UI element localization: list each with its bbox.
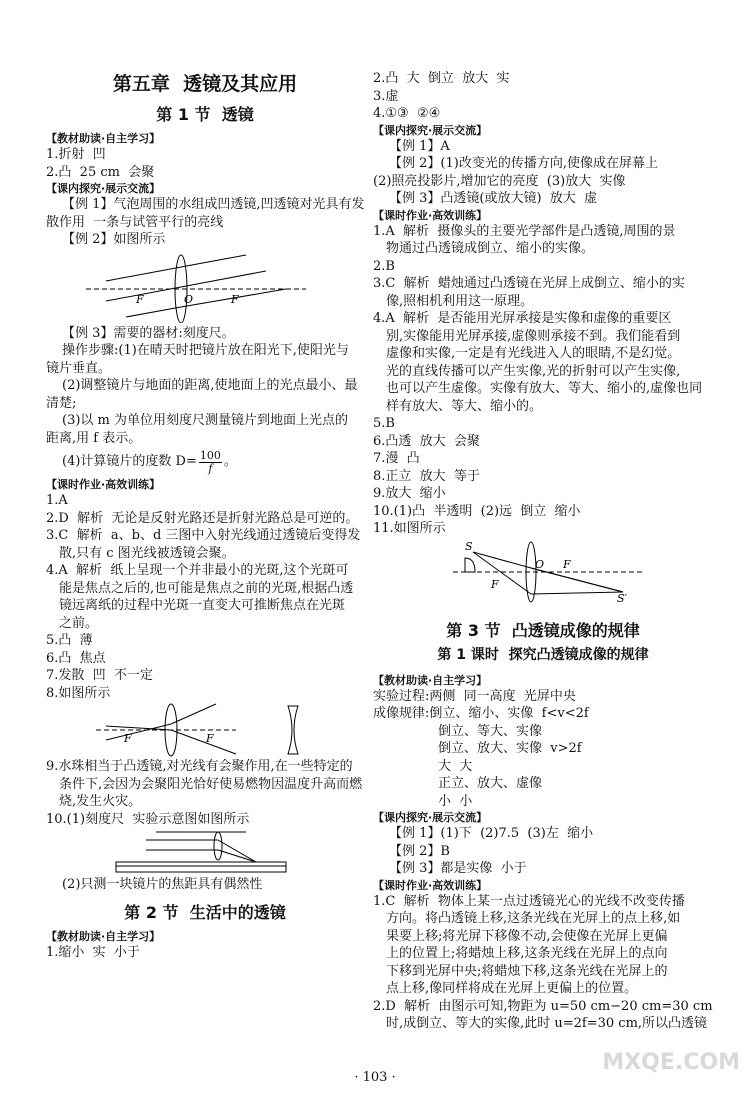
answer-line: 【例 1】气泡周围的水组成凹透镜,凹透镜对光具有发: [62, 197, 365, 212]
heading: 【课内探究·展示交流】: [373, 811, 488, 824]
answer-line: 条件下,会因为会聚阳光恰好使易燃物因温度升高而燃: [59, 776, 363, 792]
answer-line: 烧,发生火灾。: [59, 794, 142, 809]
focus-label: F: [136, 292, 144, 306]
image-label: S′: [617, 591, 628, 605]
formula-line: [46, 447, 364, 477]
answer-line: 6.凸 焦点: [46, 650, 106, 666]
answer-line: 5.B: [373, 416, 395, 431]
answer-line: 虚像和实像,一定是有光线进入人的眼睛,不是幻觉。: [386, 346, 681, 361]
answer-line: 大 大: [438, 758, 473, 774]
focus-label: F: [124, 732, 132, 745]
answer-line: 1.A: [46, 493, 68, 508]
center-label: O: [184, 292, 194, 306]
answer-line: 正立、放大、虚像: [438, 776, 543, 791]
center-label: O: [535, 557, 545, 571]
answer-line: 能是焦点之后的,也可能是焦点之前的光斑,根据凸透: [59, 580, 354, 596]
answer-line: 1.折射 凹: [46, 147, 106, 162]
answer-line: 之前。: [59, 615, 99, 631]
answer-line: 像,照相机利用这一原理。: [386, 293, 534, 309]
answer-line: 2.凸 大 倒立 放大 实: [373, 71, 510, 86]
lens-ray-diagram-8: [66, 702, 366, 758]
heading: 【课时作业·高效训练】: [46, 478, 161, 491]
lens-ray-diagram-1: [66, 251, 366, 323]
answer-line: 10.(1)凸 半透明 (2)远 倒立 缩小: [373, 503, 581, 519]
answer-line: 1.A 解析 摄像头的主要光学部件是凸透镜,周围的景: [373, 223, 676, 239]
chapter-title: 第五章 透镜及其应用: [112, 73, 298, 95]
answer-line: 2.凸 25 cm 会聚: [46, 164, 155, 180]
object-icon: [465, 558, 475, 572]
focus-label: F: [231, 292, 239, 306]
answer-line: 时,成倒立、等大的实像,此时 u=2f=30 cm,所以凸透镜: [386, 1016, 708, 1031]
page-number: · 103 ·: [354, 1070, 396, 1085]
section-3-title: 第 3 节 凸透镜成像的规律: [446, 620, 640, 640]
answer-line: 4.①③ ②④: [373, 106, 441, 121]
answer-line: 9.水珠相当于凸透镜,对光线有会聚作用,在一些特定的: [46, 759, 353, 774]
heading: 【课内探究·展示交流】: [46, 182, 161, 195]
answer-line: 【例 3】凸透镜(或放大镜) 放大 虚: [389, 191, 598, 206]
answer-line: 散,只有 c 图光线被透镜会聚。: [59, 545, 235, 561]
answer-line: 3.C 解析 蜡烛通过凸透镜在光屏上成倒立、缩小的实: [373, 276, 685, 291]
heading: 【课内探究·展示交流】: [373, 123, 488, 137]
answer-line: 果要上移;将光屏下移像不动,会使像在光屏上更偏: [386, 928, 668, 944]
answer-line: 【例 3】需要的器材:刻度尺。: [62, 325, 235, 341]
answer-line: 8.正立 放大 等于: [373, 468, 480, 484]
answer-line: 散作用 一条与试管平行的亮线: [46, 214, 224, 230]
answer-line: 点上移,像同样将成在光屏上更偏上的位置。: [386, 981, 638, 996]
formula-end: 。: [223, 454, 237, 470]
watermark: MXQE.COM: [602, 1050, 740, 1075]
formula-text: (4)计算镜片的度数 D=: [62, 454, 197, 470]
answer-line: 11.如图所示: [373, 521, 446, 536]
answer-line: (2)照亮投影片,增加它的亮度 (3)放大 实像: [373, 173, 626, 189]
answer-line: 10.(1)刻度尺 实验示意图如图所示: [46, 811, 250, 827]
answer-line: 别,实像能用光屏承接,虚像则承接不到。我们能看到: [386, 328, 681, 344]
focus-label: F: [206, 732, 214, 745]
lesson-title: 第 1 课时 探究凸透镜成像的规律: [437, 647, 649, 663]
answer-line: 上的位置上;将蜡烛上移,这条光线在光屏上的点向: [386, 946, 668, 961]
fraction-numerator: 100: [199, 448, 221, 462]
answer-line: 【例 1】A: [389, 138, 450, 154]
fraction: [199, 450, 222, 475]
image-formation-diagram: [373, 538, 703, 606]
answer-line: 【例 2】(1)改变光的传播方向,使像成在屏幕上: [389, 156, 658, 171]
answer-line: (2)只测一块镜片的焦距具有偶然性: [62, 877, 263, 892]
answer-line: (2)调整镜片与地面的距离,使地面上的光点最小、最: [62, 378, 358, 393]
answer-line: 7.发散 凹 不一定: [46, 668, 153, 683]
answer-line: 【例 2】B: [389, 843, 450, 859]
heading: 【教材助读·自主学习】: [46, 132, 161, 145]
heading: 【课时作业·高效训练】: [373, 878, 488, 892]
answer-line: 样有放大、等大、缩小的。: [386, 398, 543, 414]
answer-line: 镜片垂直。: [46, 360, 112, 376]
answer-line: 光的直线传播可以产生实像,光的折射可以产生实像,: [386, 363, 681, 379]
answer-line: 镜远离纸的过程中光斑一直变大可推断焦点在光斑: [59, 598, 346, 613]
section-1-title: 第 1 节 透镜: [156, 104, 254, 124]
answer-line: 【例 2】如图所示: [62, 232, 166, 247]
answer-line: 1.C 解析 物体上某一点过透镜光心的光线不改变传播: [373, 893, 685, 909]
source-label: S: [465, 539, 473, 553]
answer-line: 6.凸透 放大 会聚: [373, 433, 480, 449]
heading: 【教材助读·自主学习】: [373, 673, 488, 687]
answer-line: 物通过凸透镜成倒立、缩小的实像。: [386, 241, 595, 256]
answer-line: 5.凸 薄: [46, 633, 93, 648]
heading: 【课时作业·高效训练】: [373, 208, 488, 222]
fraction-denominator: f: [208, 461, 213, 475]
answer-line: (3)以 m 为单位用刻度尺测量镜片到地面上光点的: [62, 413, 349, 428]
answer-line: 方向。将凸透镜上移,这条光线在光屏上的点上移,如: [386, 911, 681, 926]
right-column: [373, 70, 713, 1033]
answer-line: 4.A 解析 纸上呈现一个并非最小的光斑,这个光斑可: [46, 563, 349, 578]
answer-line: 1.缩小 实 小于: [46, 945, 140, 960]
answer-line: 操作步骤:(1)在晴天时把镜片放在阳光下,使阳光与: [62, 343, 349, 358]
experiment-diagram: [106, 828, 406, 876]
answer-line: 3.C 解析 a、b、d 三图中入射光线通过透镜后变得发: [46, 528, 361, 543]
focus-label: F: [563, 557, 571, 571]
answer-line: 7.漫 凸: [373, 451, 420, 466]
left-column: [46, 60, 364, 962]
answer-line: 2.D 解析 无论是反射光路还是折射光路总是可逆的。: [46, 510, 359, 526]
answer-line: 8.如图所示: [46, 685, 111, 701]
answer-line: 下移到光屏中央;将蜡烛下移,这条光线在光屏上的: [386, 963, 668, 979]
focus-label: F: [491, 577, 499, 591]
answer-line: 2.B: [373, 258, 395, 274]
answer-line: 实验过程:两侧 同一高度 光屏中央: [373, 688, 576, 704]
answer-line: 4.A 解析 是否能用光屏承接是实像和虚像的重要区: [373, 311, 672, 326]
answer-line: 清楚;: [46, 395, 77, 411]
answer-line: 2.D 解析 由图示可知,物距为 u=50 cm−20 cm=30 cm: [373, 998, 713, 1014]
answer-line: 【例 3】都是实像 小于: [389, 861, 527, 876]
answer-line: 3.虚: [373, 88, 399, 104]
answer-line: 也可以产生虚像。实像有放大、等大、缩小的,虚像也同: [386, 381, 703, 396]
answer-line: 【例 1】(1)下 (2)7.5 (3)左 缩小: [389, 826, 594, 841]
concave-lens-icon: [288, 706, 298, 754]
answer-line: 成像规律:倒立、缩小、实像 f<v<2f: [373, 706, 589, 721]
answer-line: 小 小: [438, 793, 473, 809]
section-2-title: 第 2 节 生活中的透镜: [124, 902, 286, 922]
answer-line: 倒立、等大、实像: [438, 723, 543, 739]
heading: 【教材助读·自主学习】: [46, 930, 161, 943]
answer-line: 9.放大 缩小: [373, 486, 446, 501]
answer-line: 距离,用 f 表示。: [46, 430, 142, 446]
answer-line: 倒立、放大、实像 v>2f: [438, 741, 582, 756]
